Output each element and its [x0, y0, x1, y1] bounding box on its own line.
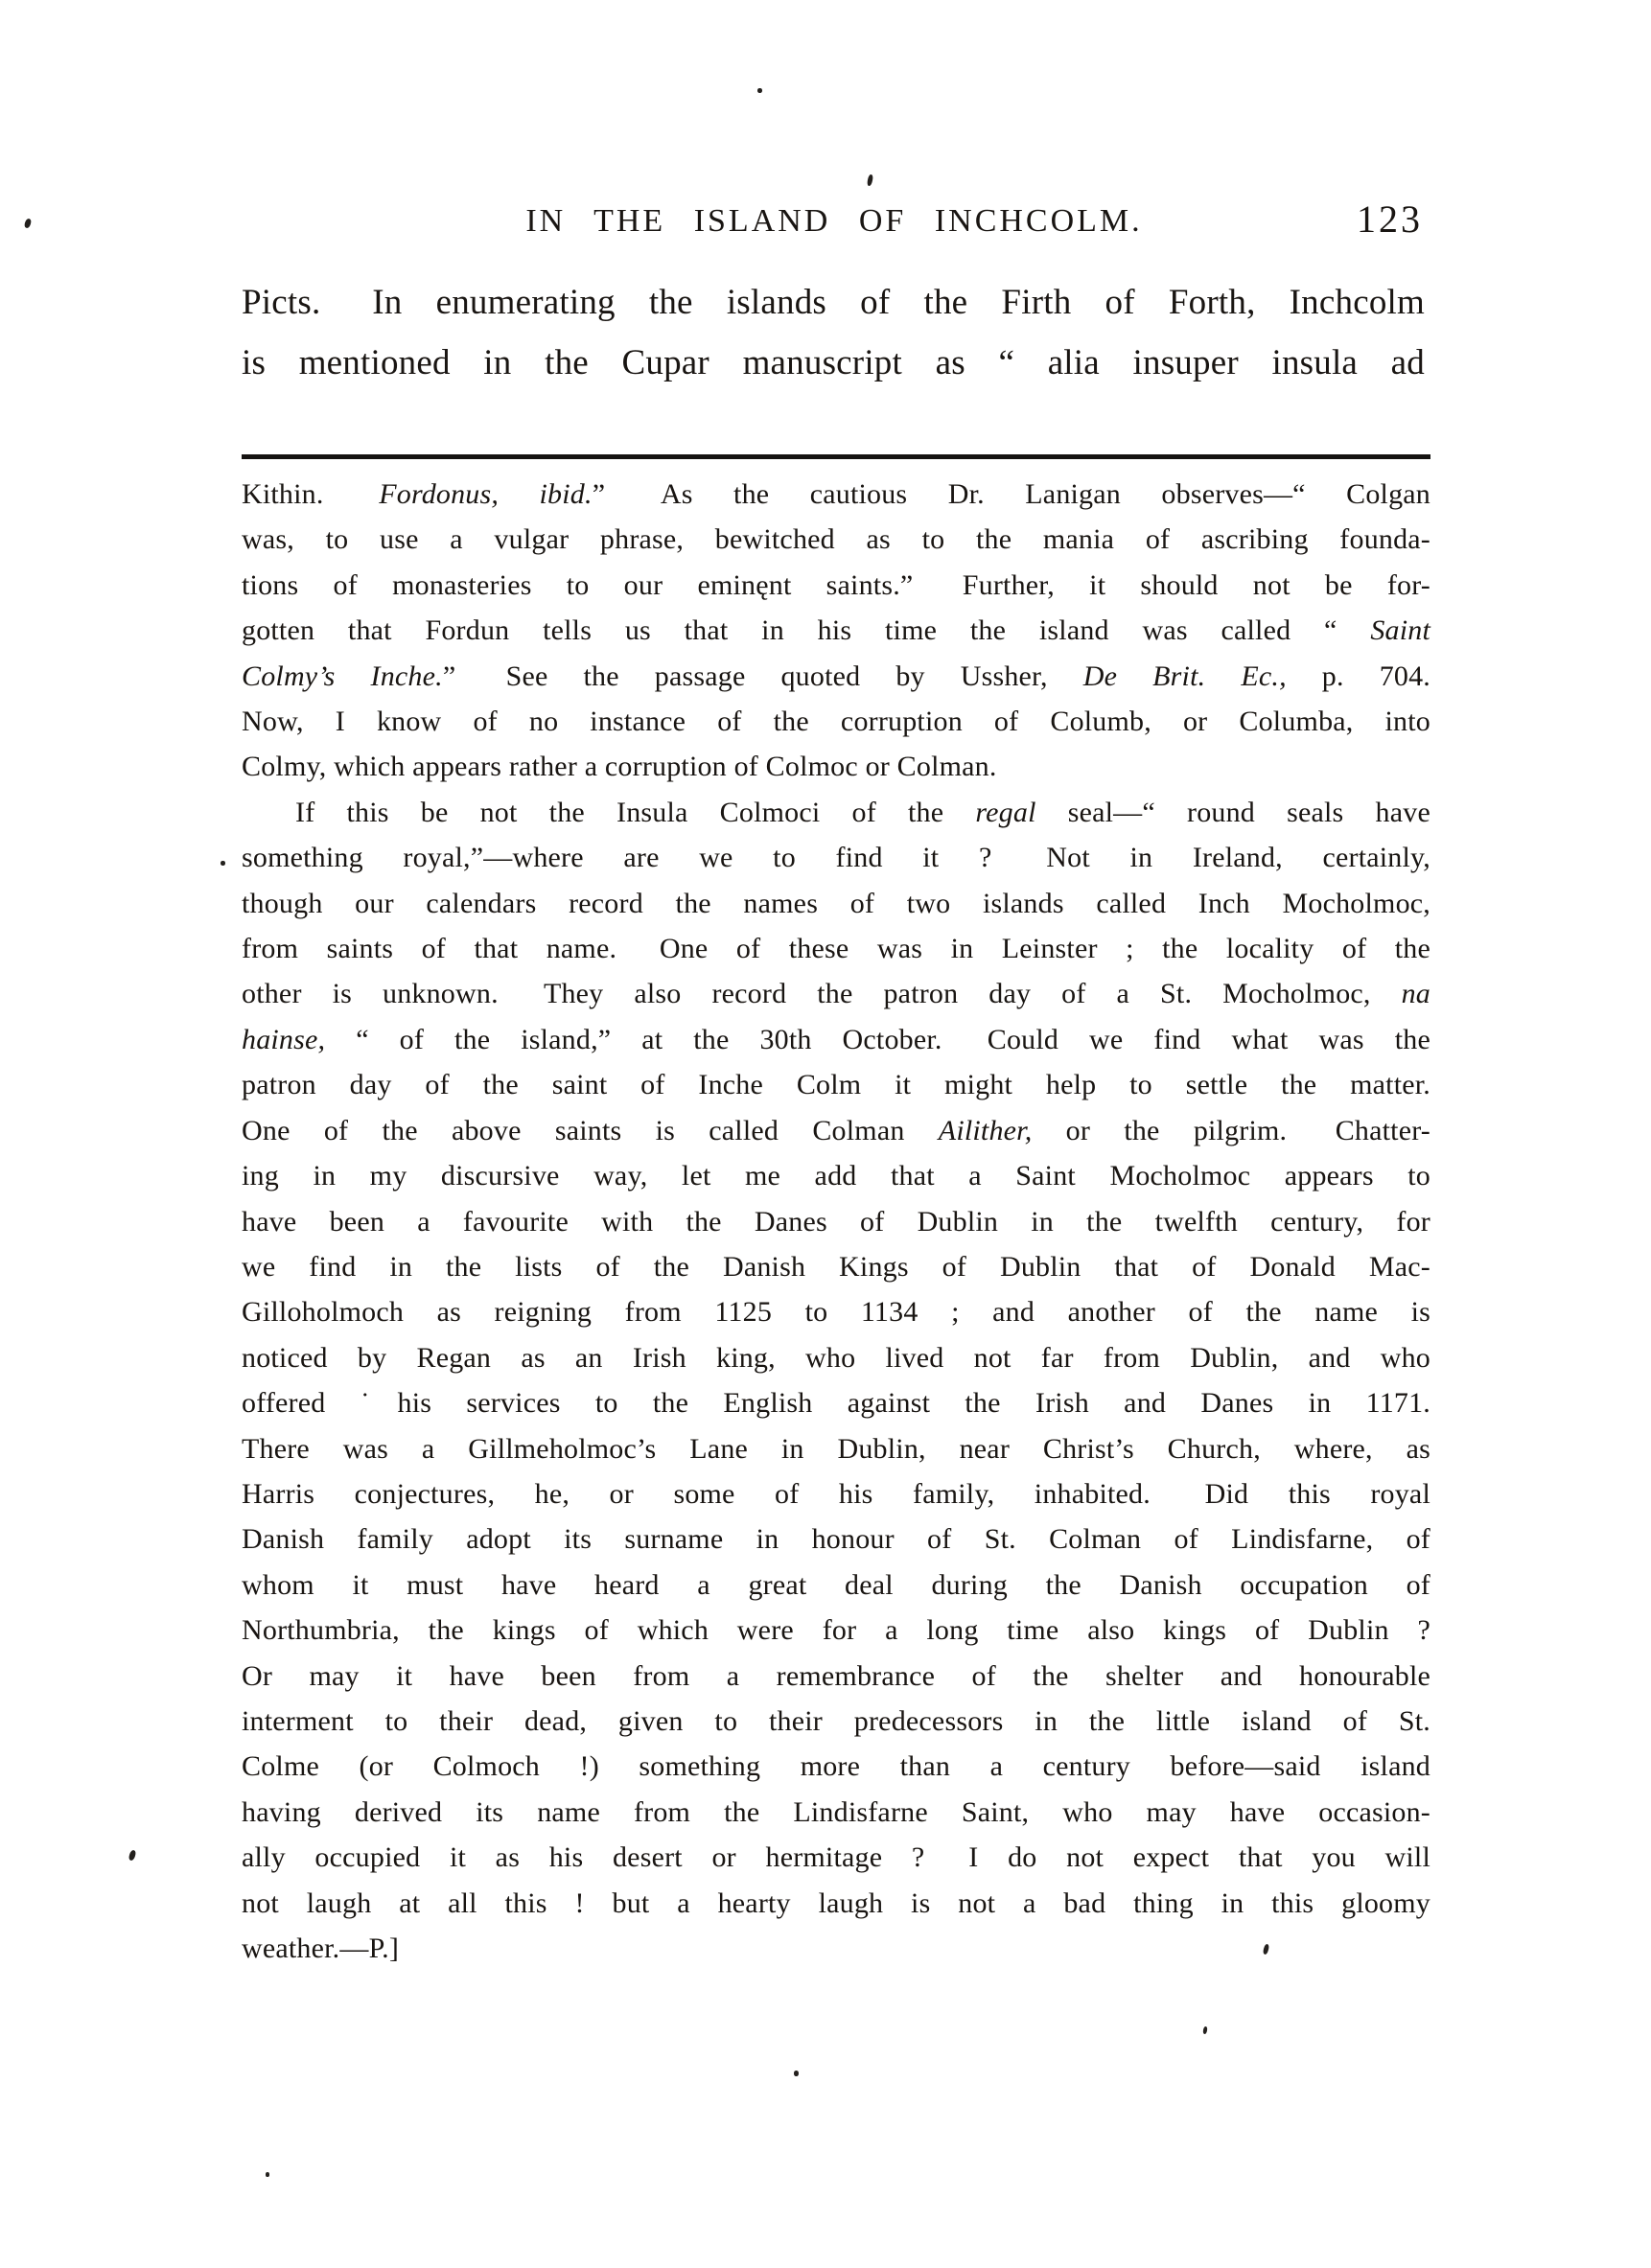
- italic-text-run: Colmy’s Inche.: [242, 660, 443, 692]
- footnote-divider: [242, 454, 1430, 459]
- scan-speck: [221, 861, 225, 866]
- footnote-line: [242, 1380, 1430, 1425]
- footnote-line: [242, 472, 1430, 517]
- text-run: other is unknown. They also record the patron day of a St. Mocholmoc,: [242, 978, 1402, 1010]
- text-run: Harris conjectures, he, or some of his family, inhabited. Did this royal: [242, 1477, 1430, 1510]
- text-run: ” As the cautious Dr. Lanigan observes—“ Colgan: [592, 478, 1430, 510]
- footnote-line: [242, 608, 1430, 653]
- footnote-line: [242, 1108, 1430, 1153]
- footnote-line: [242, 1835, 1430, 1880]
- text-run: One of the above saints is called Colman: [242, 1114, 939, 1146]
- running-head: [240, 197, 1429, 247]
- text-run: If this be not the Insula Colmoci of the: [295, 796, 976, 828]
- text-run: from saints of that name. One of these was in Leinster ; the locality of the: [242, 933, 1430, 965]
- text-run: something royal,”—where are we to find it ? Not in Ireland, certainly,: [242, 842, 1430, 874]
- scan-speck: [24, 218, 33, 228]
- footnote-line: [242, 790, 1430, 835]
- footnote-line: [242, 1062, 1430, 1107]
- text-run: not laugh at all this ! but a hearty laugh is not a bad thing in this gloomy: [242, 1886, 1430, 1919]
- scan-speck: [1202, 2026, 1207, 2035]
- footnote-line: [242, 971, 1430, 1016]
- text-run: whom it must have heard a great deal during the Danish occupation of: [242, 1568, 1430, 1601]
- body-paragraph: [242, 272, 1425, 393]
- footnote-line: [242, 1562, 1430, 1608]
- text-run: Colmy, which appears rather a corruption of Colmoc or Colman.: [242, 751, 997, 783]
- text-run: Northumbria, the kings of which were for a long time also kings of Dublin ?: [242, 1614, 1430, 1647]
- text-run: seal—“ round seals have: [1035, 796, 1430, 828]
- footnote-line: [242, 1744, 1430, 1789]
- footnote-line: [242, 744, 1430, 789]
- text-run: though our calendars record the names of two islands called Inch Mocholmoc,: [242, 887, 1430, 919]
- text-run: weather.—P.]: [242, 1932, 400, 1964]
- text-run: offered ˙his services to the English against the Irish and Danes in 1171.: [242, 1387, 1430, 1420]
- italic-text-run: De Brit. Ec.,: [1082, 660, 1287, 692]
- footnote-line: [242, 654, 1430, 699]
- body-line: [242, 272, 1425, 333]
- text-run: have been a favourite with the Danes of Dublin in the twelfth century, for: [242, 1205, 1430, 1238]
- text-run: gotten that Fordun tells us that in his time the island was called “: [242, 614, 1371, 647]
- page-number: 123: [1357, 197, 1423, 241]
- body-line: [242, 333, 1425, 393]
- text-run: was, to use a vulgar phrase, bewitched as to the mania of ascribing founda-: [242, 523, 1430, 556]
- footnote-line: [242, 1471, 1430, 1516]
- italic-text-run: Saint: [1370, 614, 1430, 647]
- footnote-line: [242, 1790, 1430, 1835]
- italic-text-run: hainse,: [242, 1023, 326, 1055]
- footnote-line: [242, 563, 1430, 608]
- footnote-line: [242, 517, 1430, 562]
- text-run: p. 704.: [1286, 660, 1430, 692]
- text-run: having derived its name from the Lindisfarne Saint, who may have occasion-: [242, 1795, 1430, 1828]
- italic-text-run: na: [1401, 978, 1430, 1010]
- footnote-line: [242, 1926, 1430, 1971]
- text-run: noticed by Regan as an Irish king, who lived not far from Dublin, and who: [242, 1341, 1430, 1374]
- scan-speck: [128, 1849, 136, 1861]
- italic-text-run: Fordonus, ibid.: [379, 478, 593, 510]
- text-run: There was a Gillmeholmoc’s Lane in Dublin, near Christ’s Church, where, as: [242, 1432, 1430, 1465]
- footnote-block: [242, 472, 1430, 1971]
- footnote-line: [242, 1199, 1430, 1244]
- footnote-line: [242, 926, 1430, 971]
- text-run: ally occupied it as his desert or hermitage ? I do not expect that you will: [242, 1841, 1430, 1874]
- scan-speck: [794, 2071, 799, 2076]
- footnote-line: [242, 1289, 1430, 1334]
- text-run: Now, I know of no instance of the corruption of Columb, or Columba, into: [242, 706, 1430, 738]
- text-run: Danish family adopt its surname in honour of St. Colman of Lindisfarne, of: [242, 1523, 1430, 1556]
- footnote-line: [242, 1608, 1430, 1653]
- italic-text-run: regal: [975, 796, 1036, 828]
- footnote-line: [242, 1017, 1430, 1062]
- footnote-line: [242, 1881, 1430, 1926]
- footnote-line: [242, 1335, 1430, 1380]
- scan-speck: [867, 174, 873, 187]
- page-heading: IN THE ISLAND OF INCHCOLM.: [525, 203, 1143, 239]
- footnote-line: [242, 699, 1430, 744]
- footnote-line: [242, 1426, 1430, 1471]
- text-run: ” See the passage quoted by Ussher,: [442, 660, 1083, 692]
- italic-text-run: Ailither,: [938, 1114, 1033, 1146]
- footnote-line: [242, 1244, 1430, 1289]
- text-run: is mentioned in the Cupar manuscript as “ alia insuper insula ad: [242, 343, 1425, 382]
- text-run: we find in the lists of the Danish Kings of Dublin that of Donald Mac-: [242, 1250, 1430, 1283]
- footnote-line: [242, 835, 1430, 880]
- text-run: Picts. In enumerating the islands of the Firth of Forth, Inchcolm: [242, 283, 1425, 322]
- text-run: Kithin.: [242, 478, 380, 510]
- text-run: “ of the island,” at the 30th October. Could we find what was the: [325, 1023, 1430, 1055]
- footnote-line: [242, 1654, 1430, 1699]
- scan-speck: [757, 88, 762, 93]
- text-run: ing in my discursive way, let me add that a Saint Mocholmoc appears to: [242, 1160, 1430, 1192]
- footnote-line: [242, 1516, 1430, 1562]
- text-run: Gilloholmoch as reigning from 1125 to 1134 ; and another of the name is: [242, 1296, 1430, 1329]
- footnote-line: [242, 1153, 1430, 1198]
- text-run: patron day of the saint of Inche Colm it might help to settle the matter.: [242, 1069, 1430, 1101]
- scan-speck: [266, 2172, 269, 2177]
- text-run: Or may it have been from a remembrance of the shelter and honourable: [242, 1659, 1430, 1692]
- footnote-line: [242, 881, 1430, 926]
- text-run: or the pilgrim. Chatter-: [1032, 1114, 1430, 1146]
- text-run: tions of monasteries to our eminęnt saints.” Further, it should not be for-: [242, 568, 1430, 601]
- text-run: interment to their dead, given to their predecessors in the little island of St.: [242, 1704, 1430, 1737]
- footnote-line: [242, 1699, 1430, 1744]
- text-run: Colme (or Colmoch !) something more than a century before—said island: [242, 1750, 1430, 1783]
